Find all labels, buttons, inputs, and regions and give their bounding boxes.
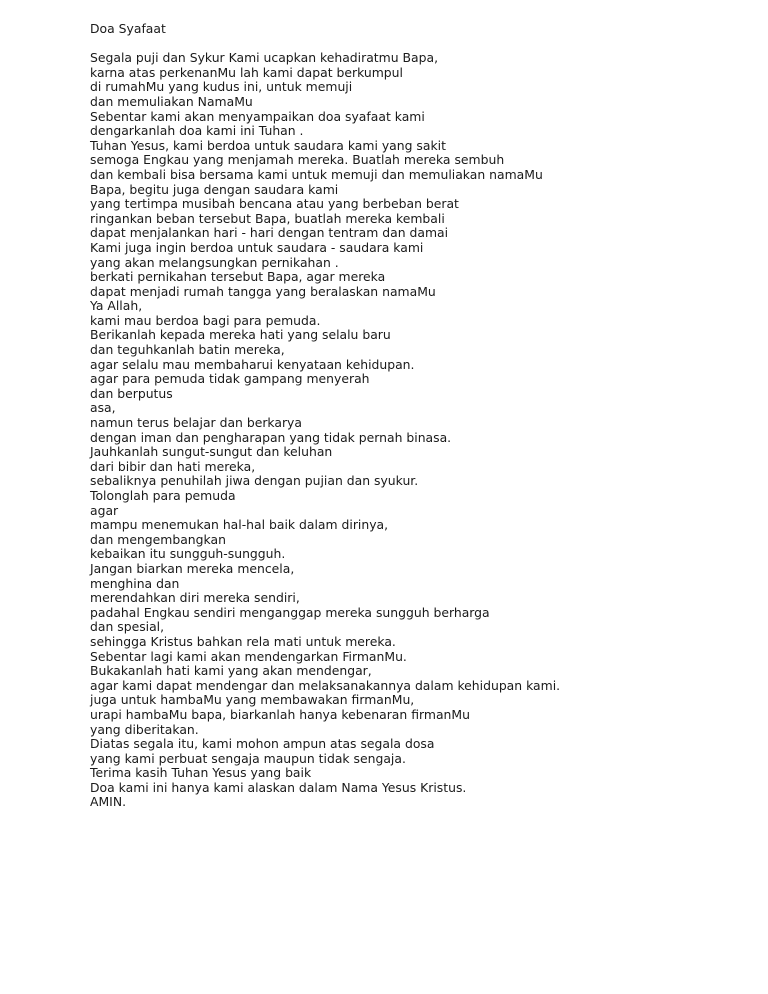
text-line: Doa kami ini hanya kami alaskan dalam Nama Yesus Kristus. <box>90 779 467 795</box>
text-line: Diatas segala itu, kami mohon ampun atas segala dosa <box>90 736 435 752</box>
text-line: Terima kasih Tuhan Yesus yang baik <box>90 765 312 781</box>
text-line: Jangan biarkan mereka mencela, <box>90 560 295 576</box>
text-line: mampu menemukan hal-hal baik dalam dirinya, <box>90 517 389 533</box>
text-line: dengan iman dan pengharapan yang tidak pernah binasa. <box>90 429 452 445</box>
text-line: dan memuliakan NamaMu <box>90 93 253 109</box>
text-line: namun terus belajar dan berkarya <box>90 415 302 431</box>
text-line: dan kembali bisa bersama kami untuk memuji dan memuliakan namaMu <box>90 166 543 182</box>
text-line: dari bibir dan hati mereka, <box>90 458 256 474</box>
text-line: padahal Engkau sendiri menganggap mereka sungguh berharga <box>90 604 490 620</box>
text-line: asa, <box>90 400 116 416</box>
text-line: kebaikan itu sungguh-sungguh. <box>90 546 286 562</box>
text-line: juga untuk hambaMu yang membawakan firmanMu, <box>90 692 415 708</box>
prayer-text <box>90 51 560 810</box>
text-line: karna atas perkenanMu lah kami dapat berkumpul <box>90 64 403 80</box>
text-line: dan berputus <box>90 385 173 401</box>
document-body <box>90 22 560 810</box>
text-line: Segala puji dan Sykur Kami ucapkan kehadiratmu Bapa, <box>90 50 439 66</box>
text-line: menghina dan <box>90 575 180 591</box>
text-line: Berikanlah kepada mereka hati yang selalu baru <box>90 327 391 343</box>
text-line: Bapa, begitu juga dengan saudara kami <box>90 181 339 197</box>
text-line: di rumahMu yang kudus ini, untuk memuji <box>90 79 353 95</box>
text-line: Tolonglah para pemuda <box>90 488 236 503</box>
text-line: dengarkanlah doa kami ini Tuhan . <box>90 123 304 139</box>
text-line: Ya Allah, <box>90 298 143 314</box>
document-title: Doa Syafaat <box>90 21 166 36</box>
text-line: sebaliknya penuhilah jiwa dengan pujian dan syukur. <box>90 473 419 489</box>
text-line: Sebentar kami akan menyampaikan doa syafaat kami <box>90 108 425 124</box>
text-line: agar selalu mau membaharui kenyataan kehidupan. <box>90 356 415 372</box>
text-line: agar <box>90 502 119 518</box>
text-line: yang diberitakan. <box>90 721 199 737</box>
text-line: Sebentar lagi kami akan mendengarkan FirmanMu. <box>90 648 407 664</box>
text-line: Kami juga ingin berdoa untuk saudara - saudara kami <box>90 239 424 255</box>
text-line: yang kami perbuat sengaja maupun tidak sengaja. <box>90 750 406 766</box>
text-line: agar para pemuda tidak gampang menyerah <box>90 371 370 387</box>
text-line: semoga Engkau yang menjamah mereka. Buatlah mereka sembuh <box>90 152 505 168</box>
text-line: AMIN. <box>90 794 127 810</box>
text-line: urapi hambaMu bapa, biarkanlah hanya kebenaran firmanMu <box>90 706 470 722</box>
text-line: Tuhan Yesus, kami berdoa untuk saudara kami yang sakit <box>90 137 446 153</box>
text-line: yang tertimpa musibah bencana atau yang berbeban berat <box>90 196 459 212</box>
text-line: dapat menjadi rumah tangga yang beralaskan namaMu <box>90 283 436 299</box>
text-line: ringankan beban tersebut Bapa, buatlah mereka kembali <box>90 210 445 226</box>
text-line: dapat menjalankan hari - hari dengan tentram dan damai <box>90 225 449 241</box>
text-line: merendahkan diri mereka sendiri, <box>90 590 300 606</box>
text-line: Jauhkanlah sungut-sungut dan keluhan <box>90 444 333 460</box>
text-line: berkati pernikahan tersebut Bapa, agar mereka <box>90 269 386 285</box>
text-line: dan spesial, <box>90 619 165 635</box>
text-line: Bukakanlah hati kami yang akan mendengar, <box>90 663 372 679</box>
text-line: dan teguhkanlah batin mereka, <box>90 342 285 358</box>
text-line: yang akan melangsungkan pernikahan . <box>90 254 339 270</box>
text-line: agar kami dapat mendengar dan melaksanakannya dalam kehidupan kami. <box>90 677 561 693</box>
text-line: dan mengembangkan <box>90 531 226 547</box>
text-line: kami mau berdoa bagi para pemuda. <box>90 312 321 328</box>
text-line: sehingga Kristus bahkan rela mati untuk mereka. <box>90 633 396 649</box>
